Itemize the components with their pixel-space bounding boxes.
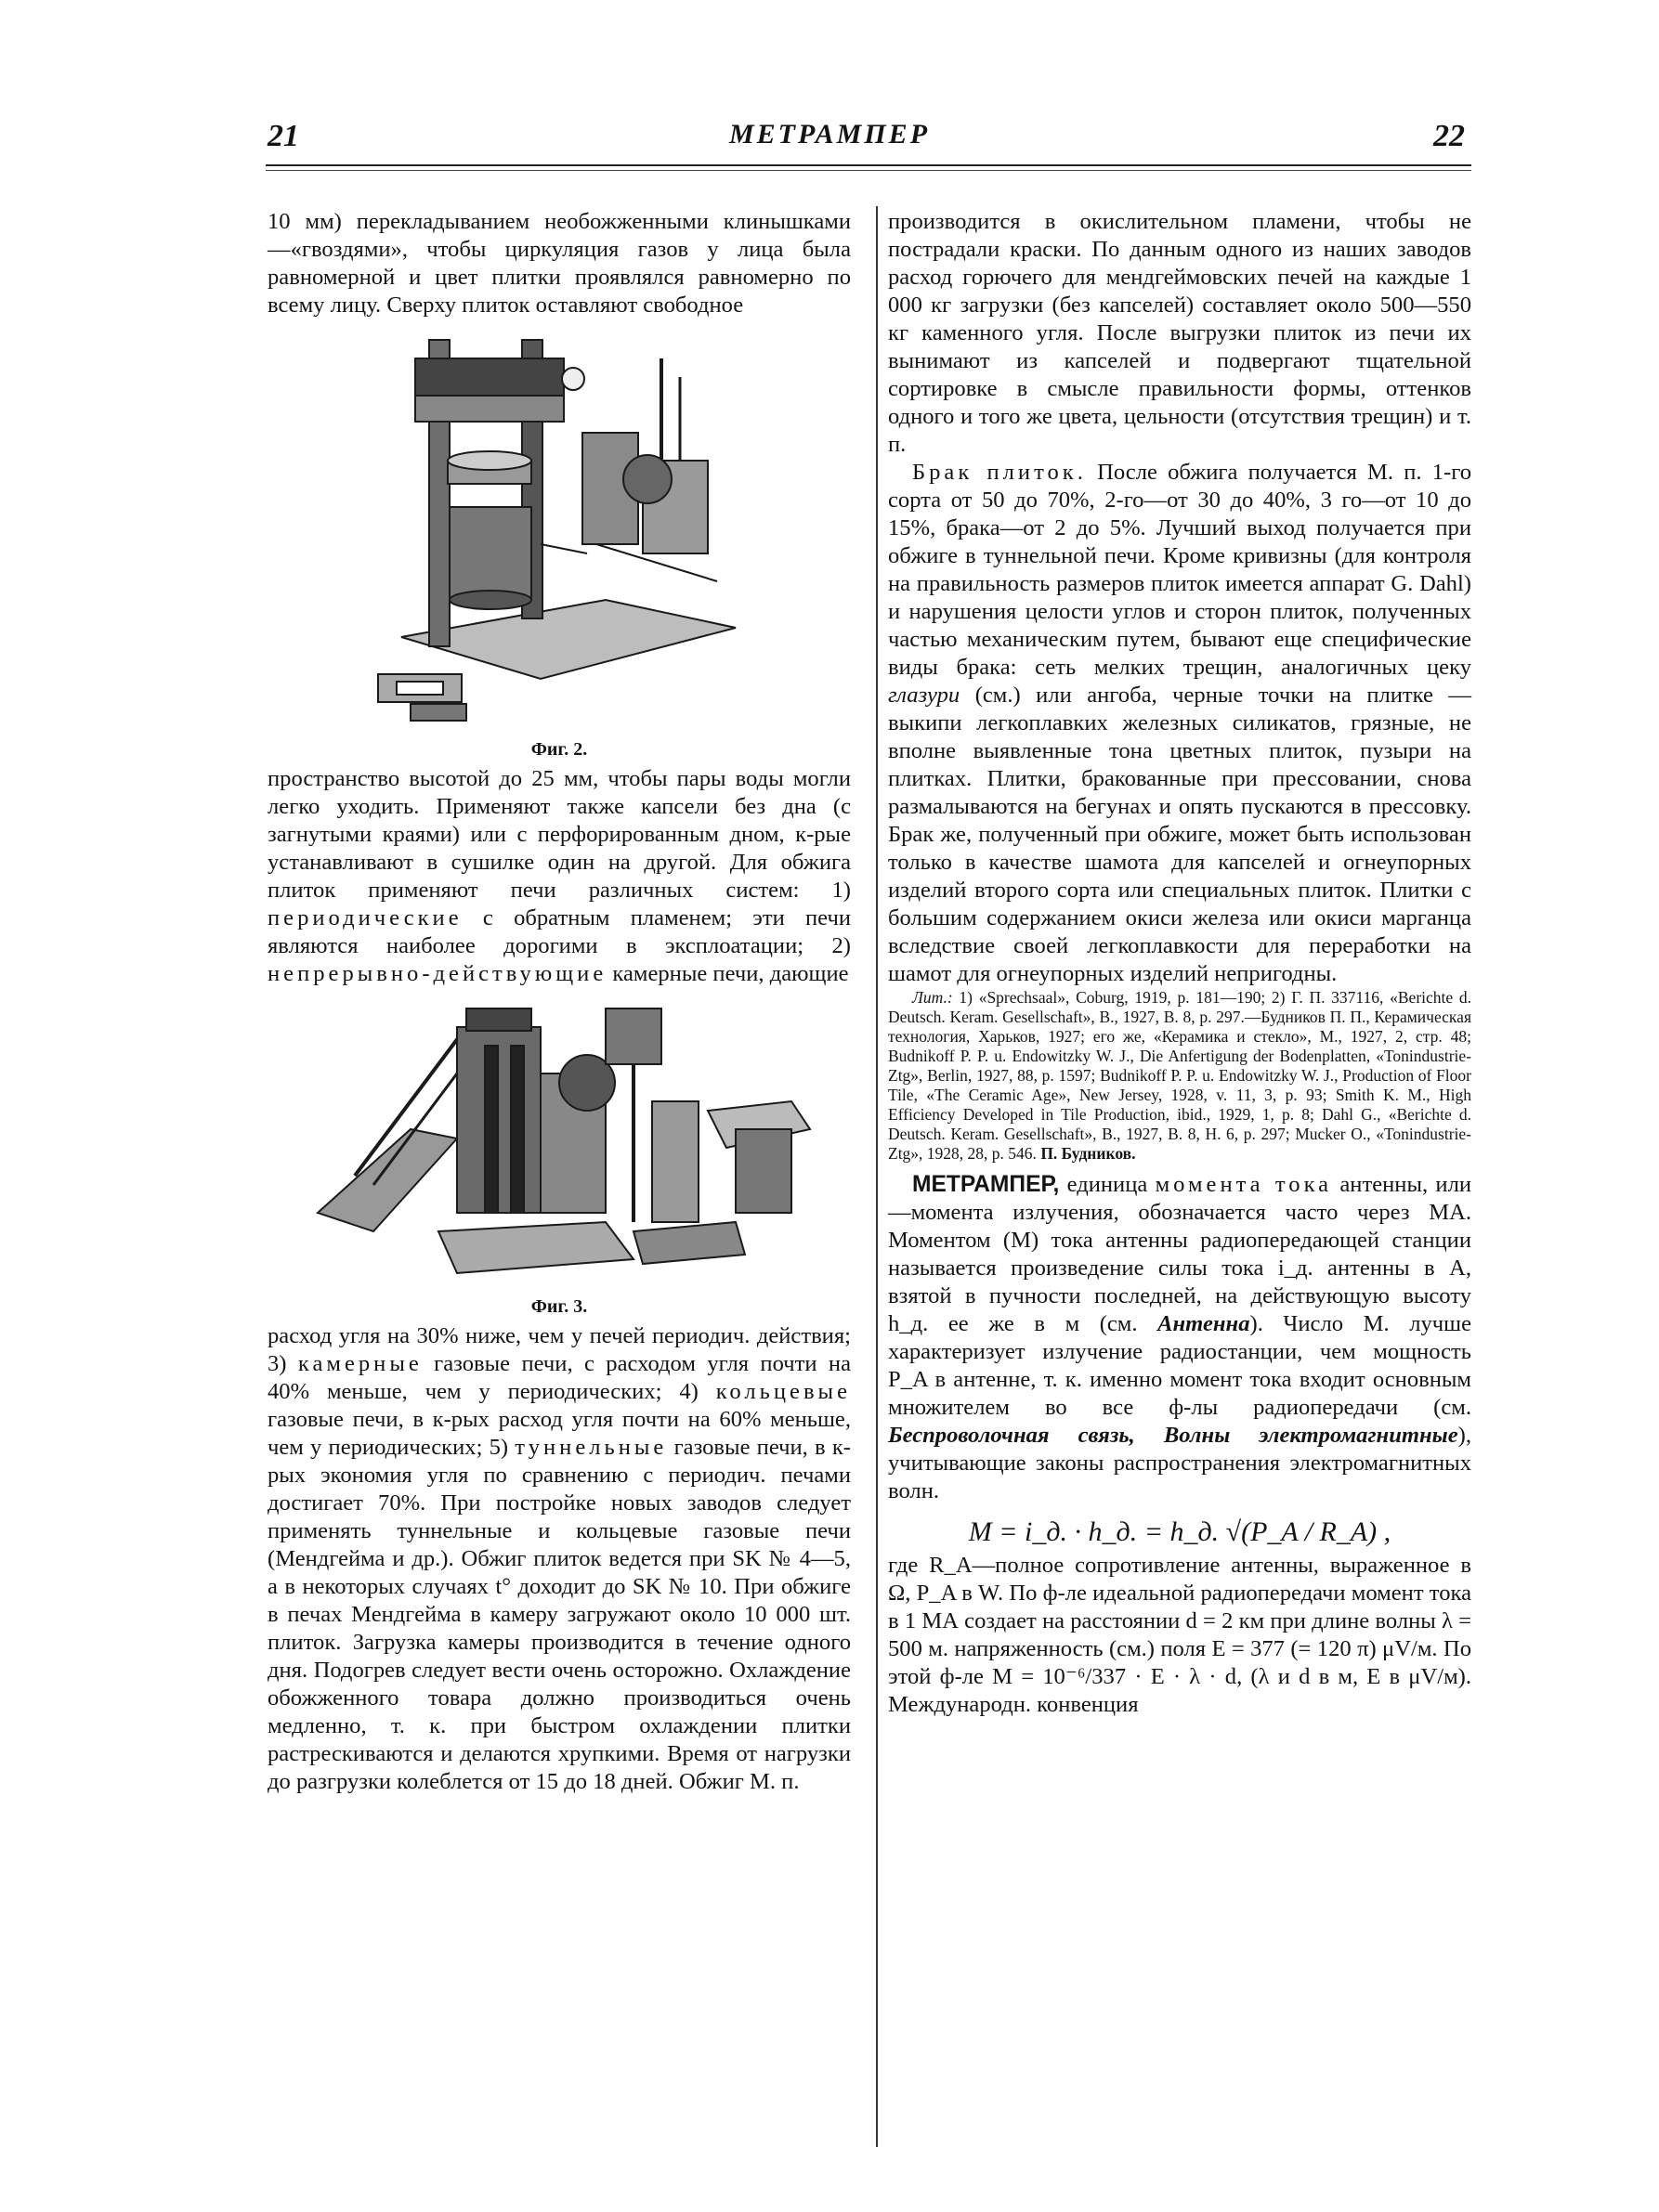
left-column (268, 208, 851, 1796)
author-signature: П. Будников. (1040, 1144, 1136, 1163)
left-page-number: 21 (268, 119, 299, 153)
hydraulic-press-illustration (364, 321, 754, 730)
paragraph: где R_A—полное сопротивление антенны, выраженное в Ω, P_A в W. По ф-ле идеальной радиопередачи момент тока в 1 МА создает на расстоянии d = 2 км при длине волны λ = 500 м. напряженность (см.) поля E = 377 (= 120 π) μV/м. По этой ф-ле M = 10⁻⁶/337 · E · λ · d, (λ и d в м, E в μV/м). Международн. конвенция (888, 1553, 1471, 1717)
header-rule (266, 164, 1471, 166)
paragraph: расход угля на 30% ниже, чем у печей периодич. действия; 3) камерные газовые печи, с расходом угля почти на 40% меньше, чем у периодических; 4) кольцевые газовые печи, в к-рых расход угля почти на 60% меньше, чем у периодических; 5) туннельные газовые печи, в к-рых экономия угля по сравнению с периодич. печами достигает 70%. При постройке новых заводов следует применять туннельные и кольцевые газовые печи (Мендгейма и др.). Обжиг плиток ведется при SK № 4—5, а в некоторых случаях t° доходит до SK № 10. При обжиге в печах Мендгейма в камеру загружают около 10 000 шт. плиток. Загрузка камеры производится в течение одного дня. Подогрев следует вести очень осторожно. Охлаждение обожженного товара должно производиться очень медленно, т. к. при быстром охлаждении плитки растрескиваются и делаются хрупкими. Время от нагрузки до разгрузки колеблется от 15 до 18 дней. Обжиг М. п. (268, 1323, 851, 1794)
figure-3 (268, 988, 851, 1322)
figure-2-caption: Фиг. 2. (530, 739, 588, 760)
page-header (0, 119, 1659, 165)
column-divider (876, 206, 878, 2147)
header-rule-thin (266, 170, 1471, 171)
figure-2 (268, 319, 851, 765)
entry-term: МЕТРАМПЕР, (912, 1172, 1060, 1197)
press-machinery-illustration (299, 990, 819, 1287)
literature-block: Лит.: 1) «Sprechsaal», Coburg, 1919, p. 181—190; 2) Г. П. 337116, «Berichte d. Deutsch. Keram. Gesellschaft», B., 1927, B. 8, p. 297.—Будников П. П., Керамическая технология, Харьков, 1927; его же, «Керамика и стекло», М., 1927, 2, стр. 48; Budnikoff P. P. u. Endowitzky W. J., Die Anfertigung der Bodenplatten, «Tonindustrie-Ztg», Berlin, 1927, 88, p. 1597; Budnikoff P. P. u. Endowitzky W. J., Production of Floor Tile, «The Ceramic Age», New Jersey, 1928, v. 11, 3, p. 93; Smith K. M., High Efficiency Developed in Tile Production, ibid., 1929, 1, p. 8; Dahl G., «Berichte d. Deutsch. Keram. Gesellschaft», B., 1927, B. 8, H. 6, p. 297; Mucker O., «Tonindustrie-Ztg», 1928, 28, p. 546. П. Будников. (888, 988, 1472, 1163)
formula: M = i_д. · h_д. = h_д. √(P_A / R_A) , (968, 1516, 1391, 1547)
paragraph: производится в окислительном пламени, чтобы не пострадали краски. По данным одного из наших заводов расход горючего для мендгеймовских печей на каждые 1 000 кг загрузки (без капселей) составляет около 500—550 кг каменного угля. После выгрузки плиток из печи их вынимают из капселей и подвергают тщательной сортировке в смысле правильности формы, оттенков одного и того же цвета, цельности (отсутствия трещин) и т. п. (888, 209, 1471, 457)
paragraph: Брак плиток. После обжига получается М. п. 1-го сорта от 50 до 70%, 2-го—от 30 до 40%, 3 го—от 10 до 15%, брака—от 2 до 5%. Лучший выход получается при обжиге в туннельной печи. Кроме кривизны (для контроля на правильность размеров плиток имеется аппарат G. Dahl) и нарушения целости углов и сторон плиток, полученных частью механическим путем, бывают еще специфические виды брака: сеть мелких трещин, аналогичных цеку глазури (см.) или ангоба, черные точки на плитке — выкипи легкоплавких железных силикатов, грязные, не вполне выявленные тона цветных плиток, пузыри на плитках. Плитки, бракованные при прессовании, снова размалываются на бегунах и опять пускаются в прессовку. Брак же, полученный при обжиге, может быть использован только в качестве шамота для капселей и огнеупорных изделий второго сорта или специальных плиток. Плитки с большим содержанием окиси железа или окиси марганца вследствие своей легкоплавкости для переработки на шамот для огнеупорных изделий непригодны. (888, 460, 1471, 986)
paragraph: МЕТРАМПЕР, единица момента тока антенны, или—момента излучения, обозначается часто через МА. Моментом (M) тока антенны радиопередающей станции называется произведение силы тока i_д. антенны в А, взятой в пучности последней, на действующую высоту h_д. ее же в м (см. Антенна). Число М. лучше характеризует излучение радиостанции, чем мощность P_A в антенне, т. к. именно момент тока входит основным множителем во все ф-лы радиопередачи (см. Беспроволочная связь, Волны электромагнитные), учитывающие законы распространения электромагнитных волн. (888, 1172, 1472, 1503)
section-title: Брак плиток. (912, 460, 1087, 485)
paragraph: пространство высотой до 25 мм, чтобы пары воды могли легко уходить. Применяют также капсели без дна (с загнутыми краями) или с перфорированным дном, к-рые устанавливают в сушилке один на другой. Для обжига плиток применяют печи различных систем: 1) периодические с обратным пламенем; эти печи являются наиболее дорогими в эксплоатации; 2) непрерывно-действующие камерные печи, дающие (268, 766, 851, 986)
right-page-number: 22 (1433, 119, 1465, 153)
running-title: МЕТРАМПЕР (728, 119, 931, 150)
right-column (888, 208, 1471, 1719)
figure-3-caption: Фиг. 3. (530, 1296, 588, 1317)
paragraph: 10 мм) перекладыванием необожженными клинышками—«гвоздями», чтобы циркуляция газов у лица была равномерной и цвет плитки проявлялся равномерно по всему лицу. Сверху плиток оставляют свободное (268, 209, 851, 318)
